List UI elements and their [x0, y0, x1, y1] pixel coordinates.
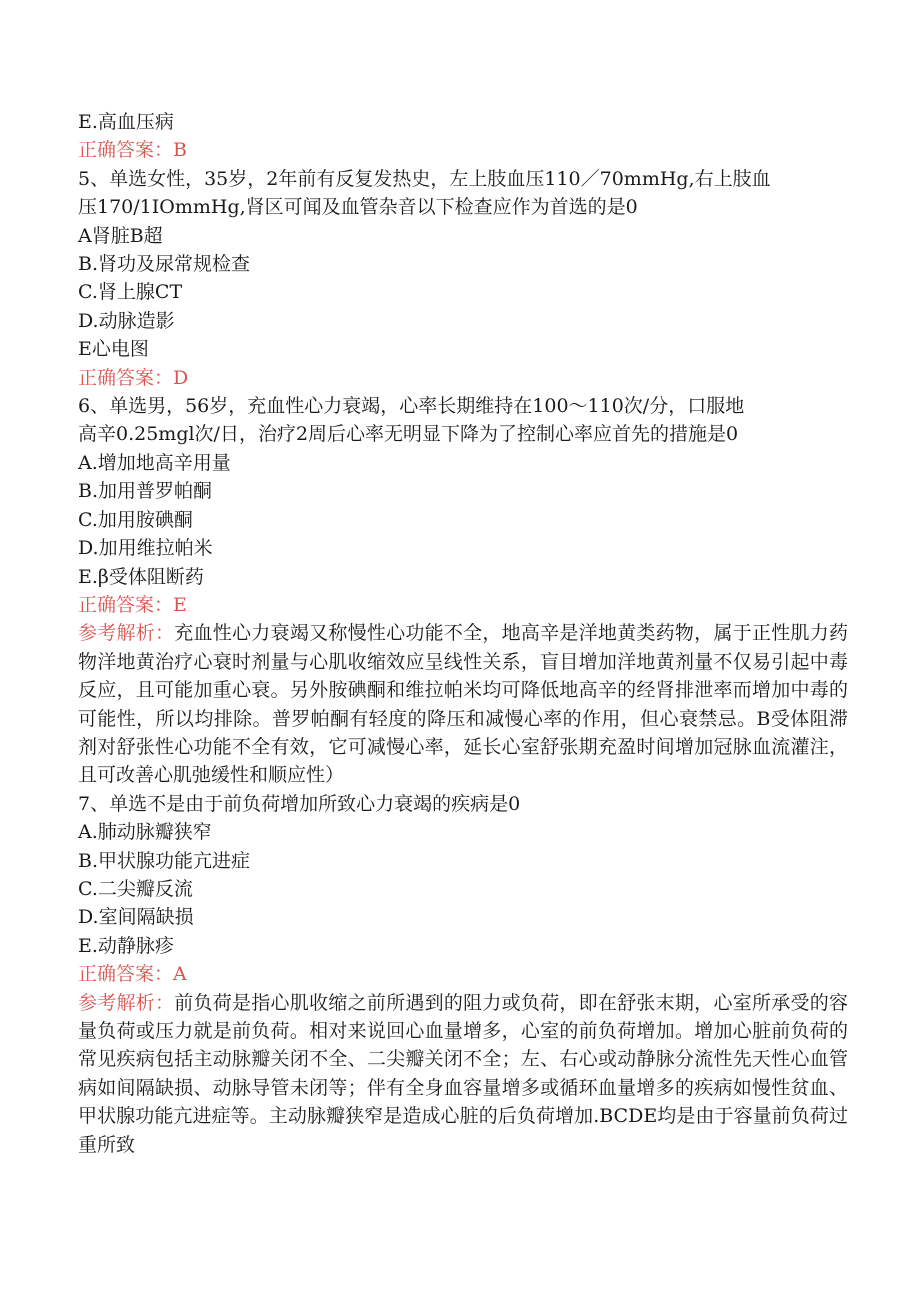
q4-option-e: E.高血压病	[78, 111, 174, 133]
q7-option-d: D.室间隔缺损	[78, 906, 194, 929]
explanation-label: 参考解析：	[78, 991, 175, 1014]
q7-answer	[78, 960, 848, 988]
explanation-text: 前负荷是指心肌收缩之前所遇到的阻力或负荷，即在舒张末期，心室所承受的容量负荷或压力就是前负荷。相对来说回心血量增多，心室的前负荷增加。增加心脏前负荷的常见疾病包括主动脉瓣关闭不全、二尖瓣关闭不全；左、右心或动静脉分流性先天性心血管病如间隔缺损、动脉导管未闭等；伴有全身血容量增多或循环血量增多的疾病如慢性贫血、甲状腺功能亢进症等。主动脉瓣狭窄是造成心脏的后负荷增加.BCDE均是由于容量前负荷过重所致	[78, 991, 848, 1156]
answer-value: D	[173, 366, 189, 389]
q6-option-c: C.加用胺碘酮	[78, 508, 193, 531]
answer-value: B	[173, 139, 187, 162]
q7-stem-line1: 7、单选不是由于前负荷增加所致心力衰竭的疾病是0	[78, 792, 521, 815]
q6-stem-line1: 6、单选男，56岁，充血性心力衰竭，心率长期维持在100～110次/分，口服地	[78, 395, 745, 418]
q7-option-c: C.二尖瓣反流	[78, 877, 193, 900]
q6-option-b: B.加用普罗帕酮	[78, 480, 213, 503]
q6-option-a: A.增加地高辛用量	[78, 451, 231, 474]
q6-option-d: D.加用维拉帕米	[78, 537, 213, 560]
q5-option-e: E心电图	[78, 338, 149, 361]
answer-label: 正确答案：	[78, 139, 174, 162]
answer-value: E	[173, 593, 187, 616]
answer-label: 正确答案：	[78, 593, 174, 616]
q5-option-d: D.动脉造影	[78, 309, 175, 332]
document-page	[78, 108, 848, 1159]
answer-label: 正确答案：	[78, 963, 174, 986]
q5-option-a: A肾脏B超	[78, 224, 163, 247]
explanation-label: 参考解析：	[78, 622, 175, 645]
q7-option-e: E.动静脉疹	[78, 934, 174, 957]
explanation-text: 充血性心力衰竭又称慢性心功能不全，地高辛是洋地黄类药物，属于正性肌力药物洋地黄治疗心衰时剂量与心肌收缩效应呈线性关系，盲目增加洋地黄剂量不仅易引起中毒反应，且可能加重心衰。另外胺碘酮和维拉帕米均可降低地高辛的经肾排泄率而增加中毒的可能性，所以均排除。普罗帕酮有轻度的降压和减慢心率的作用，但心衰禁忌。B受体阻滞剂对舒张性心功能不全有效，它可减慢心率，延长心室舒张期充盈时间增加冠脉血流灌注，且可改善心肌弛缓性和顺应性）	[78, 622, 848, 787]
q7-option-b: B.甲状腺功能亢进症	[78, 849, 251, 872]
q7-explanation	[78, 989, 848, 1159]
q6-answer	[78, 591, 848, 619]
q6-option-e: E.β受体阻断药	[78, 565, 204, 588]
q4-answer	[78, 136, 848, 164]
q6-stem-line2: 高辛0.25mgl次/日，治疗2周后心率无明显下降为了控制心率应首先的措施是0	[78, 423, 739, 446]
q5-option-c: C.肾上腺CT	[78, 281, 183, 304]
q6-explanation	[78, 619, 848, 789]
q5-stem-line2: 压170/1IOmmHg,肾区可闻及血管杂音以下检查应作为首选的是0	[78, 196, 638, 219]
answer-label: 正确答案：	[78, 366, 174, 389]
q7-option-a: A.肺动脉瓣狭窄	[78, 821, 212, 844]
answer-value: A	[173, 963, 187, 986]
q5-answer	[78, 364, 848, 392]
q5-stem-line1: 5、单选女性，35岁，2年前有反复发热史，左上肢血压110／70mmHg,右上肢血	[78, 167, 771, 190]
q5-option-b: B.肾功及尿常规检查	[78, 253, 251, 276]
